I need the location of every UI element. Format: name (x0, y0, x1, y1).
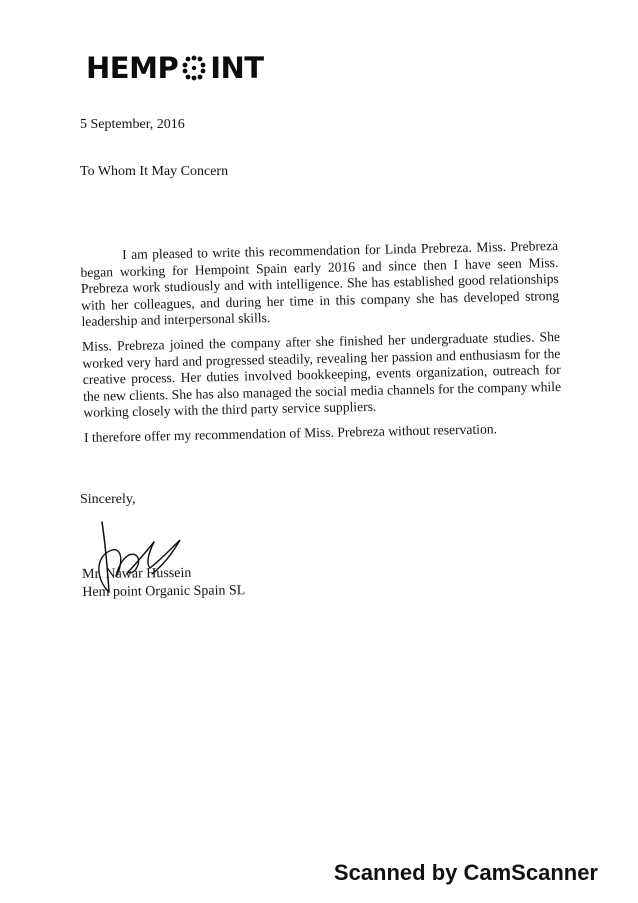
signer-block (82, 564, 245, 602)
logo-text-prefix: HEMP (86, 51, 179, 85)
paragraph-recommendation: I therefore offer my recommendation of Miss. Prebreza without reservation. (83, 421, 498, 445)
dot-cluster-icon (180, 54, 208, 82)
paragraph-duties: Miss. Prebreza joined the company after she finished her undergraduate studies. She worked very hard and progressed steadily, revealing her passion and enthusiasm for the creative process. Her duties involved bookkeeping, events organization, outreach for the new clients. She has also managed the social media channels for the company while working closely with the third party service suppliers. (81, 328, 562, 421)
letter-body (80, 238, 562, 454)
paragraph-intro: I am pleased to write this recommendation for Linda Prebreza. Miss. Prebreza began working for Hempoint Spain early 2016 and since then I have seen Miss. Prebreza work studiously and with intelligence. She has established good relationships with her colleagues, and during her time in this company she has developed strong leadership and interpersonal skills. (80, 237, 560, 330)
salutation: To Whom It May Concern (80, 164, 229, 179)
logo-text-suffix: INT (210, 51, 264, 85)
closing: Sincerely, (80, 492, 136, 507)
letter-date: 5 September, 2016 (80, 117, 185, 132)
signer-company: Hem point Organic Spain SL (82, 583, 246, 600)
company-logo (86, 50, 264, 86)
scanner-watermark: Scanned by CamScanner (333, 860, 598, 885)
signer-name: Mr. Nawar Hussein (82, 565, 192, 582)
